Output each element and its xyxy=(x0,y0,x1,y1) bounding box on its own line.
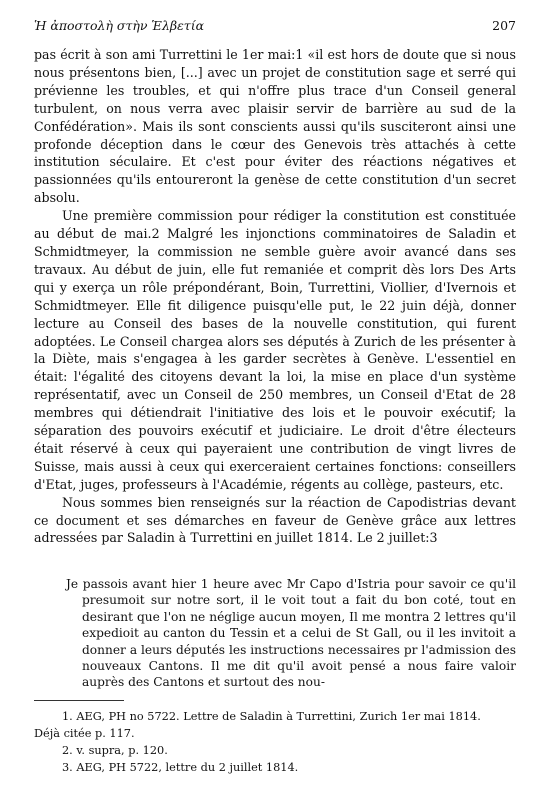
running-head xyxy=(34,18,516,36)
block-quote xyxy=(66,576,516,691)
paragraph-2: Une première commission pour rédiger la constitution est constituée au début de mai.2 Malgré les injonctions comminatoires de Saladin et Schmidtmeyer, la commission ne semble guère avoir avancé dans ses travaux. Au début de juin, elle fut remaniée et comprit dès lors Des Arts qui y exerça un rôle prépondérant, Boin, Turrettini, Viollier, d'Ivernois et Schmidtmeyer. Elle fit diligence puisqu'elle put, le 22 juin déjà, donner lecture au Conseil des bases de la nouvelle constitution, qui furent adoptées. Le Conseil chargea alors ses députés à Zurich de les présenter à la Diète, mais s'engagea à les garder secrètes à Genève. L'essentiel en était: l'égalité des citoyens devant la loi, la mise en place d'un système représentatif, avec un Conseil de 250 membres, un Conseil d'Etat de 28 membres qui détiendrait l'initiative des lois et le pouvoir exécutif; la séparation des pouvoirs exécutif et judiciaire. Le droit d'être électeurs était réservé à ceux qui payeraient une contribution de vingt livres de Suisse, mais aussi à ceux qui exerceraient certaines fonctions: conseillers d'Etat, juges, professeurs à l'Académie, régents au collège, pasteurs, etc. xyxy=(34,208,516,492)
main-text xyxy=(34,46,516,547)
footnotes xyxy=(34,708,516,776)
running-title: Ἡ ἀποστολὴ στὴν Ἑλβετία xyxy=(34,18,205,33)
footnote-2: 2. v. supra, p. 120. xyxy=(62,744,168,757)
footnote-3: 3. AEG, PH 5722, lettre du 2 juillet 1814. xyxy=(62,761,299,774)
footnote-1: 1. AEG, PH no 5722. Lettre de Saladin à Turrettini, Zurich 1er mai 1814. xyxy=(62,710,481,723)
page-number: 207 xyxy=(492,18,516,33)
footnote-1-continued: Déjà citée p. 117. xyxy=(34,727,135,740)
paragraph-1: pas écrit à son ami Turrettini le 1er mai:1 «il est hors de doute que si nous nous présentons bien, [...] avec un projet de constitution sage et serré qui prévienne les troubles, et qui n'offre plus trace d'un Conseil general turbulent, on nous verra avec plaisir servir de barrière au sud de la Confédération». Mais ils sont conscients aussi qu'ils susciteront ainsi une profonde déception dans le cœur des Genevois très attachés à cette institution séculaire. Et c'est pour éviter des réactions négatives et passionnées qu'ils entoureront la genèse de cette constitution d'un secret absolu. xyxy=(34,47,516,206)
footnote-rule xyxy=(34,700,124,701)
quote-text: Je passois avant hier 1 heure avec Mr Capo d'Istria pour savoir ce qu'il presumoit sur notre sort, il le voit tout a fait du bon coté, tout en desirant que l'on ne néglige aucun moyen, Il me montra 2 lettres qu'il expedioit au canton du Tessin et a celui de St Gall, ou il les invitoit a donner a leurs députés les instructions necessaires pr l'admission des nouveaux Cantons. Il me dit qu'il avoit pensé a nous faire valoir auprès des Cantons et surtout des nou- xyxy=(66,577,516,690)
paragraph-3: Nous sommes bien renseignés sur la réaction de Capodistrias devant ce document et ses démarches en faveur de Genève grâce aux lettres adressées par Saladin à Turrettini en juillet 1814. Le 2 juillet:3 xyxy=(34,494,516,546)
